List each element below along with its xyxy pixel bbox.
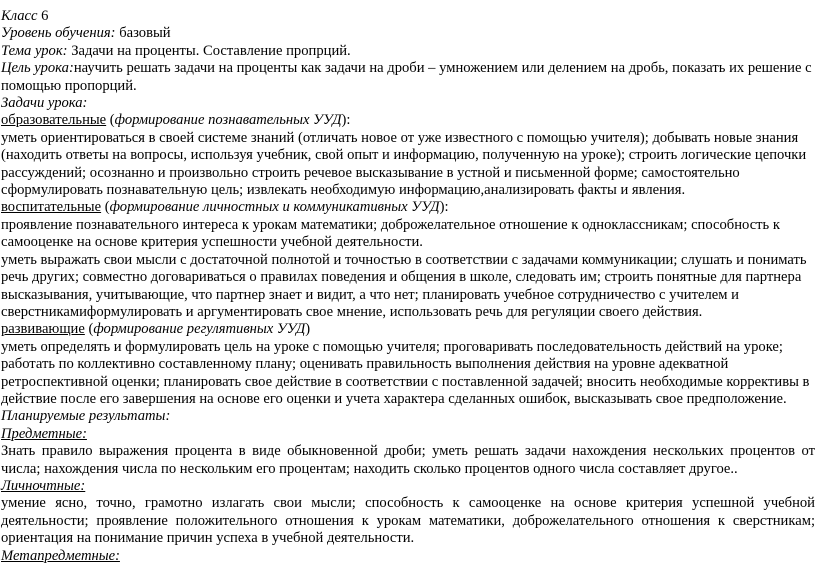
topic-line bbox=[1, 43, 815, 60]
developing-paren-open: ( bbox=[84, 321, 94, 338]
personal-results-heading: Личночтные: bbox=[1, 477, 86, 494]
upbringing-paren-close: ): bbox=[439, 199, 449, 216]
developing-text: уметь определять и формулировать цель на уроке с помощью учителя; проговаривать последовательность действий на уроке; работать по коллективно составленному плану; оценивать правильность выполнения действия на уровне адекватной ретроспективной оценки; планировать свое действие в соответствии с поставленной задачей; вносить необходимые коррективы в действие после его завершения на основе его оценки и учета характера сделанных ошибок, высказывать свое предположение. bbox=[1, 338, 810, 407]
class-value: 6 bbox=[41, 8, 49, 24]
educational-paren-open: ( bbox=[106, 112, 115, 129]
upbringing-heading bbox=[1, 199, 815, 216]
developing-heading bbox=[1, 321, 815, 338]
developing-paren-close: ) bbox=[305, 321, 311, 338]
tasks-heading: Задачи урока: bbox=[1, 95, 88, 112]
educational-heading bbox=[1, 112, 815, 129]
topic-value: Задачи на проценты. Составление пропрций. bbox=[71, 42, 351, 59]
upbringing-paren-open: ( bbox=[101, 199, 110, 216]
developing-subtitle: формирование регулятивных УУД bbox=[93, 321, 306, 338]
upbringing-title: воспитательные bbox=[1, 199, 102, 216]
subject-results-text: Знать правило выражения процента в виде обыкновенной дроби; уметь решать задачи нахождения нескольких процентов от числа; нахождения числа по нескольким его процентам; находить сколько процентов одного числа составляет другое.. bbox=[1, 443, 815, 477]
goal-value: научить решать задачи на проценты как задачи на дроби – умножением или делением на дробь, показать их решение с помощью пропорций. bbox=[1, 60, 812, 94]
personal-results-text: умение ясно, точно, грамотно излагать свои мысли; способность к самооценке на основе критерия успешной учебной деятельности; проявление положительного отношения к урокам математики, доброжелательного отношения к сверстникам; ориентация на понимание причин успеха в учебной деятельности. bbox=[1, 495, 815, 547]
class-label: Класс bbox=[1, 8, 38, 24]
upbringing-subtitle: формирование личностных и коммуникативных УУД bbox=[109, 199, 440, 216]
goal-line bbox=[1, 60, 815, 95]
educational-title: образовательные bbox=[1, 112, 107, 129]
level-line bbox=[1, 25, 815, 42]
goal-label: Цель урока: bbox=[1, 60, 74, 77]
upbringing-text-2: уметь выражать свои мысли с достаточной полнотой и точностью в соответствии с задачами коммуникации; слушать и понимать речь других; совместно договариваться о правилах поведения и общения в школе, следовать им; строить понятные для партнера высказывания, учитывающие, что партнер знает и видит, а что нет; планировать учебное сотрудничество с учителем и сверстникамиформулировать и аргументировать свое мнение, использовать речь для регуляции своего действия. bbox=[1, 251, 807, 320]
meta-results-heading: Метапредметные: bbox=[1, 547, 120, 564]
topic-label: Тема урок: bbox=[1, 42, 68, 59]
upbringing-text-1: проявление познавательного интереса к урокам математики; доброжелательное отношение к одноклассникам; способность к самооценке на основе критерия успешности учебной деятельности. bbox=[1, 216, 780, 251]
results-heading: Планируемые результаты: bbox=[1, 408, 171, 425]
level-value: базовый bbox=[119, 25, 171, 42]
educational-paren-close: ): bbox=[341, 112, 351, 129]
class-line bbox=[1, 8, 815, 25]
educational-text: уметь ориентироваться в своей системе знаний (отличать новое от уже известного с помощью учителя); добывать новые знания (находить ответы на вопросы, используя учебник, свой опыт и информацию, полученную на уроке); строить логические цепочки рассуждений; осознанно и произвольно строить речевое высказывание в устной и письменной форме; самостоятельно сформулировать познавательную цель; извлекать необходимую информацию,анализировать факты и явления. bbox=[1, 129, 807, 199]
subject-results-heading: Предметные: bbox=[1, 425, 87, 442]
educational-subtitle: формирование познавательных УУД bbox=[114, 112, 342, 129]
developing-title: развивающие bbox=[1, 321, 85, 338]
level-label: Уровень обучения: bbox=[1, 25, 116, 42]
